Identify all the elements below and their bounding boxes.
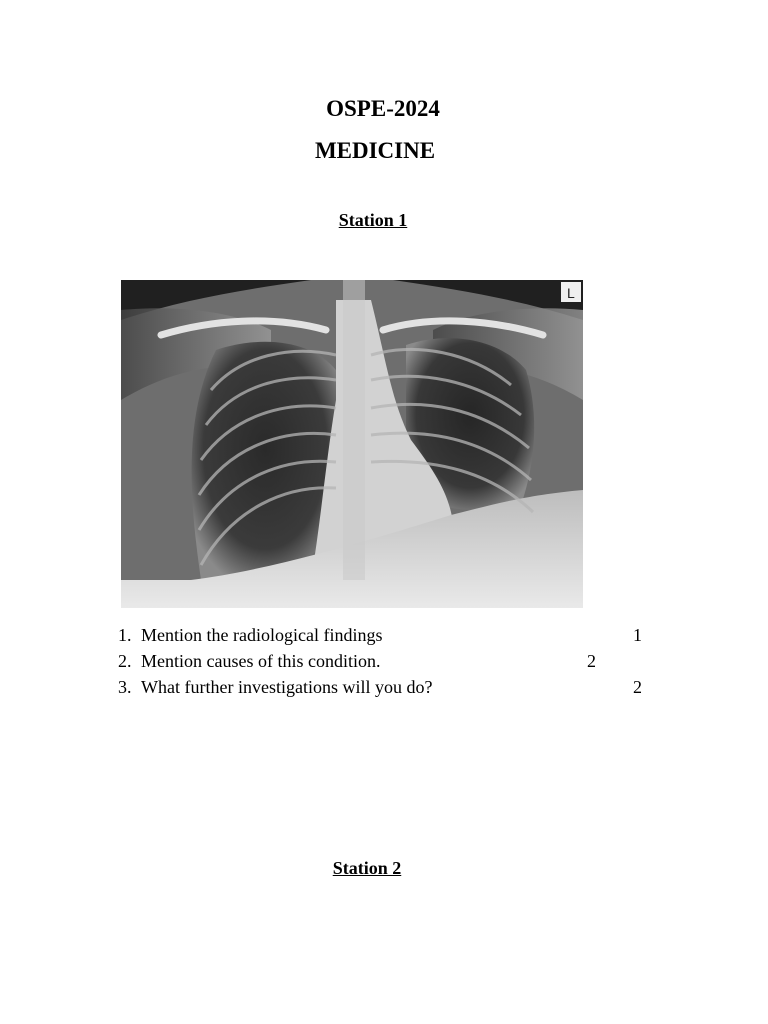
question-item	[0, 675, 768, 699]
xray-side-marker: L	[567, 285, 575, 301]
question-marks: 2	[587, 651, 596, 671]
question-text: Mention the radiological findings	[141, 625, 383, 645]
question-marks: 2	[633, 677, 642, 697]
question-number: 1.	[118, 625, 132, 645]
question-item	[0, 623, 768, 647]
chest-xray-image	[121, 280, 583, 608]
question-text: Mention causes of this condition.	[141, 651, 381, 671]
question-number: 2.	[118, 651, 132, 671]
question-item	[0, 649, 768, 673]
question-text: What further investigations will you do?	[141, 677, 433, 697]
station-1-heading: Station 1	[338, 210, 408, 230]
question-number: 3.	[118, 677, 132, 697]
exam-title: OSPE-2024	[326, 96, 440, 121]
subject-title: MEDICINE	[314, 138, 436, 163]
station-2-heading: Station 2	[332, 858, 402, 878]
question-marks: 1	[633, 625, 642, 645]
